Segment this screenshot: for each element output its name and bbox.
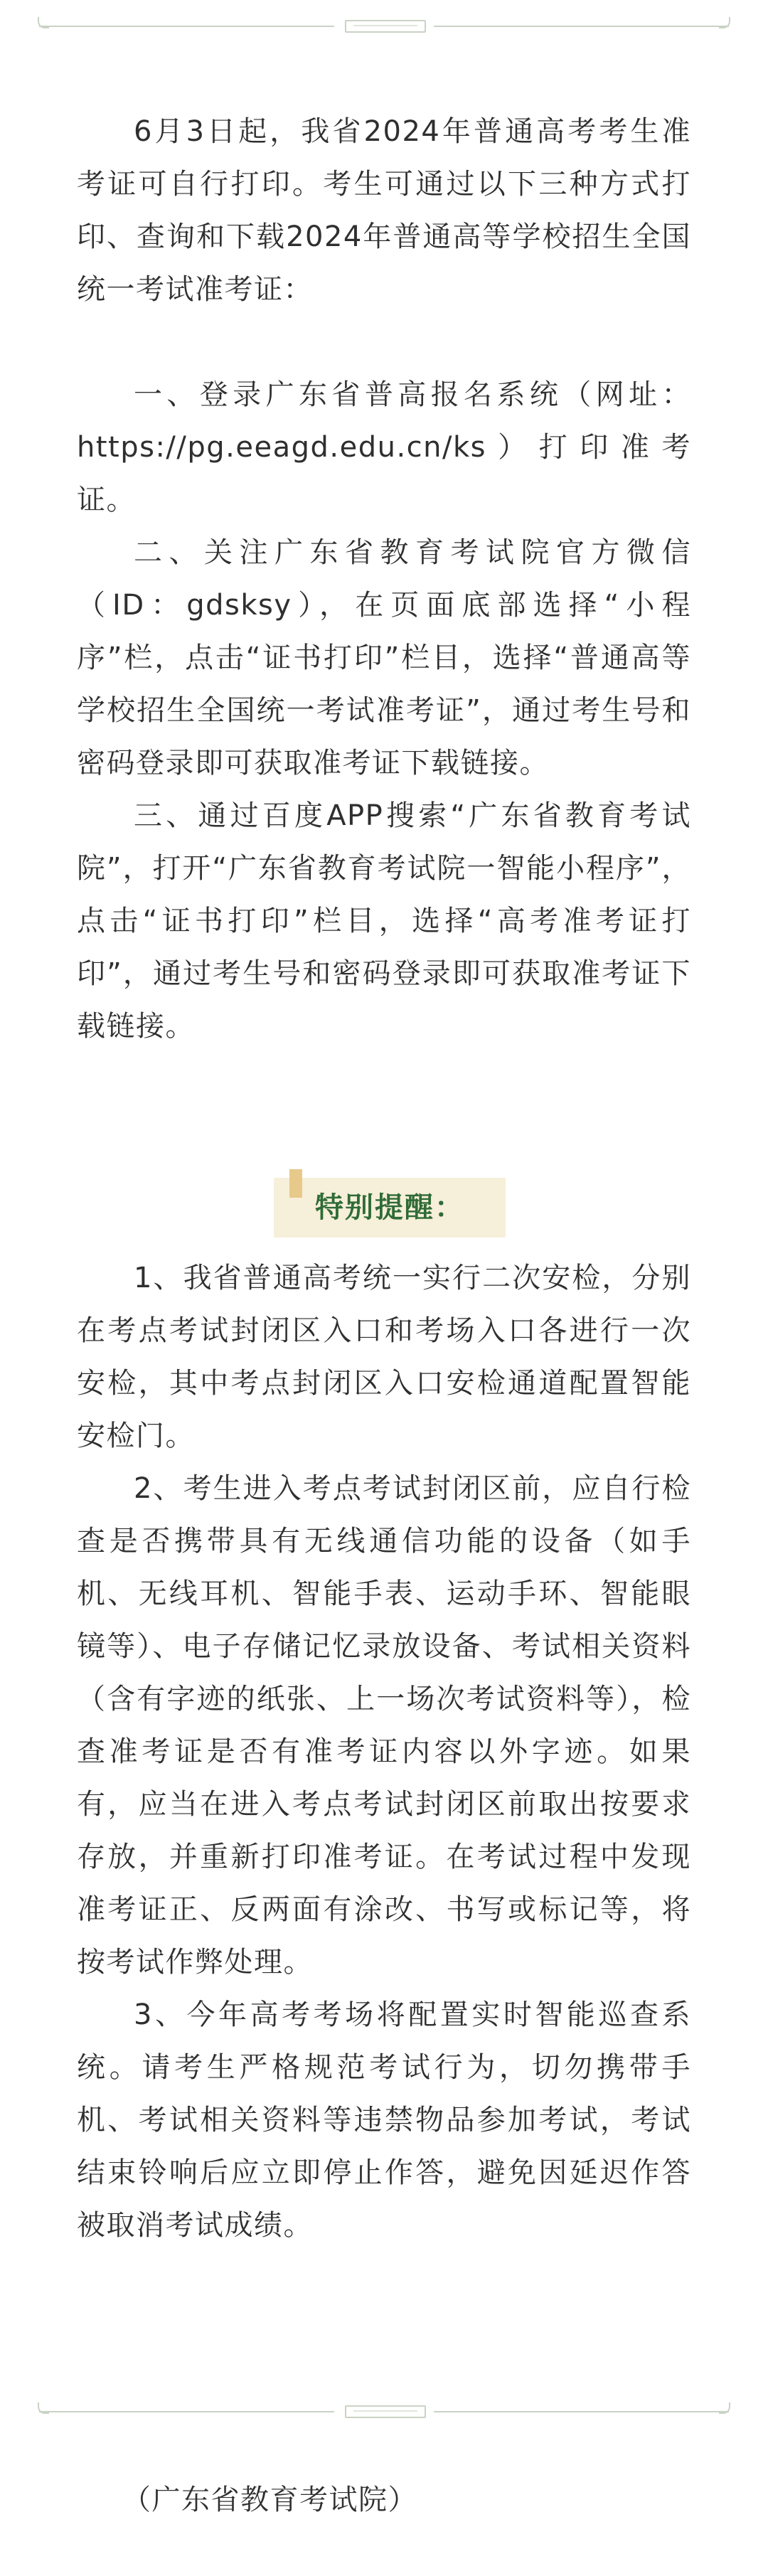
reminders-body	[77, 1252, 691, 2252]
divider-center-ornament	[345, 20, 426, 33]
divider-right-line	[434, 26, 729, 27]
divider-left-line	[39, 2411, 334, 2412]
reminder-2-paragraph: 2、考生进入考点考试封闭区前，应自行检查是否携带具有无线通信功能的设备（如手机、无线耳机、智能手表、运动手环、智能眼镜等）、电子存储记忆录放设备、考试相关资料（含有字迹的纸张、上一场次考试资料等），检查准考证是否有准考证内容以外字迹。如果有，应当在进入考点考试封闭区前取出按要求存放，并重新打印准考证。在考试过程中发现准考证正、反两面有涂改、书写或标记等，将按考试作弊处理。	[77, 1472, 691, 1979]
divider-left-line	[39, 26, 334, 27]
special-notice-title: 特别提醒：	[315, 1191, 464, 1224]
intro-paragraph: 6月3日起，我省2024年普通高考考生准考证可自行打印。考生可通过以下三种方式打印、查询和下载2024年普通高等学校招生全国统一考试准考证：	[77, 115, 691, 306]
divider-right-line	[434, 2411, 729, 2412]
source-attribution: （广东省教育考试院）	[122, 2484, 417, 2516]
special-notice-badge	[274, 1178, 506, 1238]
method-1-paragraph: 一、登录广东省普高报名系统（网址：https://pg.eeagd.edu.cn/ks）打印准考证。	[77, 378, 691, 516]
bottom-divider	[39, 2398, 729, 2427]
article-body	[77, 105, 691, 1053]
method-2-paragraph: 二、关注广东省教育考试院官方微信（ID：gdsksy），在页面底部选择“小程序”栏，点击“证书打印”栏目，选择“普通高等学校招生全国统一考试准考证”，通过考生号和密码登录即可获取准考证下载链接。	[77, 536, 691, 779]
reminder-3-paragraph: 3、今年高考考场将配置实时智能巡查系统。请考生严格规范考试行为，切勿携带手机、考试相关资料等违禁物品参加考试，考试结束铃响后应立即停止作答，避免因延迟作答被取消考试成绩。	[77, 1998, 691, 2242]
method-3-paragraph: 三、通过百度APP搜索“广东省教育考试院”，打开“广东省教育考试院一智能小程序”，点击“证书打印”栏目，选择“高考准考证打印”，通过考生号和密码登录即可获取准考证下载链接。	[77, 799, 691, 1043]
top-divider	[39, 13, 729, 41]
reminder-1-paragraph: 1、我省普通高考统一实行二次安检，分别在考点考试封闭区入口和考场入口各进行一次安检，其中考点封闭区入口安检通道配置智能安检门。	[77, 1262, 691, 1452]
divider-center-ornament	[345, 2405, 426, 2418]
